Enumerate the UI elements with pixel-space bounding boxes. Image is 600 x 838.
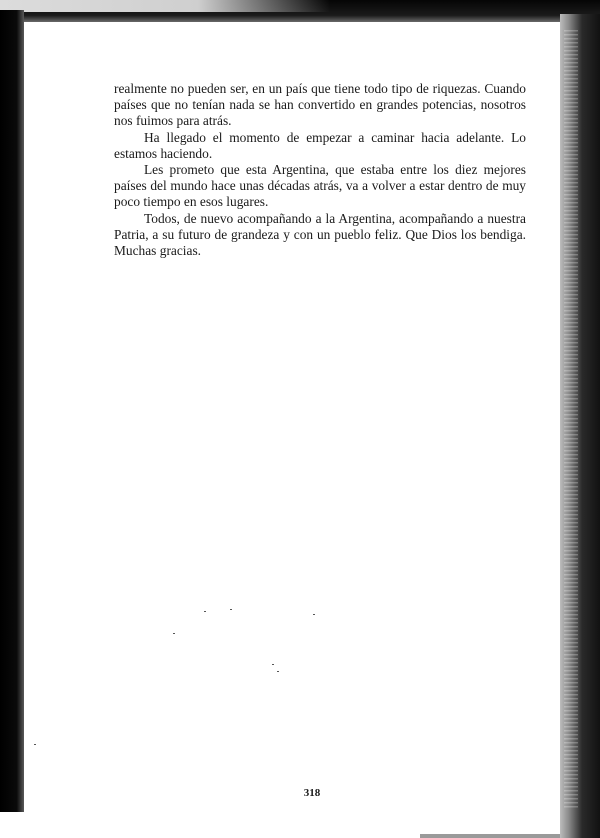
- scan-speck: [173, 633, 175, 634]
- paragraph-3: Les prometo que esta Argentina, que estaba entre los diez mejores países del mundo hace unas décadas atrás, va a volver a estar dentro de muy poco tiempo en esos lugares.: [114, 162, 526, 210]
- scan-edge-top-highlight: [0, 0, 330, 12]
- scan-speck: [277, 671, 279, 672]
- scan-speck: [230, 609, 232, 610]
- scan-edge-right-texture: [564, 30, 578, 810]
- scan-speck: [204, 611, 206, 612]
- paragraph-2: Ha llegado el momento de empezar a caminar hacia adelante. Lo estamos haciendo.: [114, 129, 526, 161]
- scan-speck: [272, 664, 274, 665]
- page-number: 318: [303, 787, 321, 799]
- paragraph-4: Todos, de nuevo acompañando a la Argentina, acompañando a nuestra Patria, a su futuro de grandeza y con un pueblo feliz. Que Dios los bendiga. Muchas gracias.: [114, 210, 526, 259]
- body-text: [114, 81, 526, 259]
- scan-speck: [313, 614, 315, 615]
- scan-edge-left: [0, 10, 24, 838]
- scan-edge-bottom: [420, 834, 560, 838]
- scan-edge-left-corner: [0, 812, 26, 838]
- scan-speck: [34, 744, 36, 745]
- paragraph-1: realmente no pueden ser, en un país que tiene todo tipo de riquezas. Cuando países que no tenían nada se han convertido en grandes potencias, nosotros nos fuimos para atrás.: [114, 81, 526, 129]
